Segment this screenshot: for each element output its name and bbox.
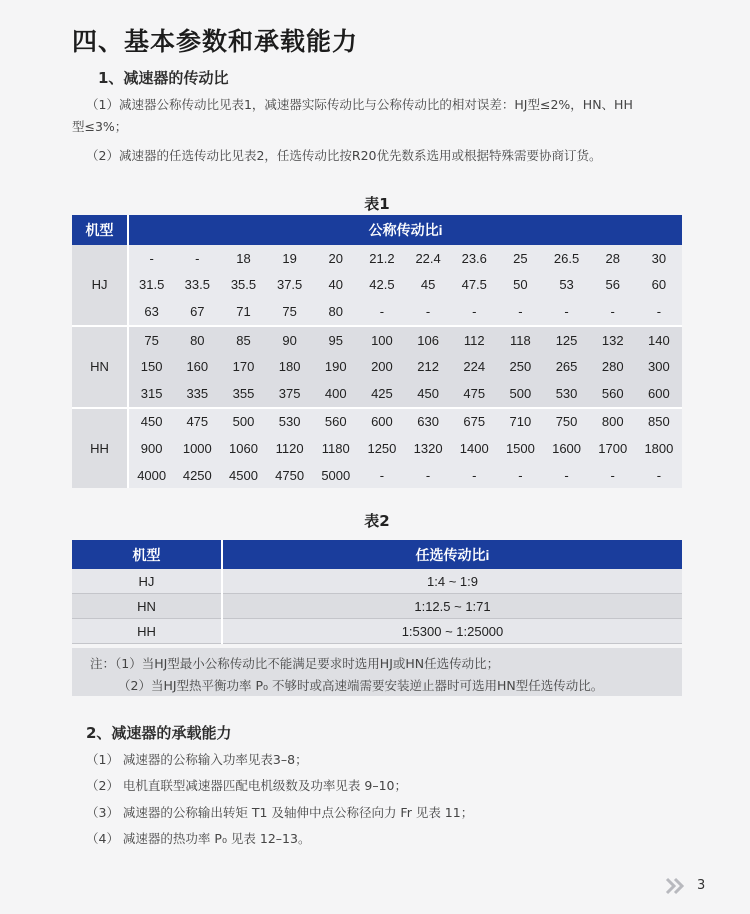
table1-cell: 1060 (220, 435, 266, 462)
table1-cell: 160 (174, 353, 220, 380)
table1 (72, 215, 682, 488)
table1-cell: 1500 (497, 435, 543, 462)
table1-cell: 212 (405, 353, 451, 380)
table1-cell: 200 (359, 353, 405, 380)
table1-cell: 118 (497, 326, 543, 354)
table1-cell: 150 (128, 353, 174, 380)
table1-cell: 21.2 (359, 245, 405, 272)
table2-caption: 表2 (364, 512, 390, 530)
table1-cell: 500 (497, 380, 543, 408)
table2-row (72, 619, 682, 644)
table1-cell: 4750 (267, 462, 313, 489)
table1-cell: 170 (220, 353, 266, 380)
table1-cell: 40 (313, 272, 359, 299)
table2-header-model: 机型 (72, 540, 222, 569)
section1-paragraph-2: （2）减速器的任选传动比见表2，任选传动比按R20优先数系选用或根据特殊需要协商订货。 (86, 148, 602, 163)
table2-row (72, 594, 682, 619)
table1-model-cell: HJ (72, 245, 128, 326)
table1-cell: 180 (267, 353, 313, 380)
table1-header-model: 机型 (72, 215, 128, 245)
table1-cell: 26.5 (543, 245, 589, 272)
table1-cell: 560 (313, 408, 359, 436)
table1-cell: 300 (636, 353, 682, 380)
table1-row (72, 298, 682, 326)
table1-cell: 63 (128, 298, 174, 326)
section2-title: 2、减速器的承载能力 (86, 724, 232, 742)
page-number: 3 (697, 878, 706, 893)
table1-cell: 140 (636, 326, 682, 354)
table1-cell: - (451, 462, 497, 489)
table1-row (72, 353, 682, 380)
table1-cell: 20 (313, 245, 359, 272)
table1-cell: - (359, 298, 405, 326)
table1-cell: 95 (313, 326, 359, 354)
table1-cell: 710 (497, 408, 543, 436)
table1-cell: 30 (636, 245, 682, 272)
section1-paragraph-1b: 型≤3%； (72, 119, 128, 134)
table1-cell: 25 (497, 245, 543, 272)
table1-cell: 530 (543, 380, 589, 408)
table1-cell: 425 (359, 380, 405, 408)
table1-cell: 106 (405, 326, 451, 354)
table1-cell: - (590, 298, 636, 326)
table1-cell: 100 (359, 326, 405, 354)
table1-row (72, 326, 682, 354)
table2-range-cell: 1:5300 ~ 1:25000 (222, 619, 682, 644)
table1-cell: 22.4 (405, 245, 451, 272)
table1-cell: 335 (174, 380, 220, 408)
table1-cell: 375 (267, 380, 313, 408)
double-chevron-right-icon (665, 876, 689, 896)
page-heading: 四、基本参数和承载能力 (72, 27, 359, 56)
table1-row (72, 245, 682, 272)
table1-cell: 28 (590, 245, 636, 272)
table1-cell: 280 (590, 353, 636, 380)
table1-cell: 750 (543, 408, 589, 436)
table1-cell: 190 (313, 353, 359, 380)
table1-cell: 45 (405, 272, 451, 299)
table1-cell: 53 (543, 272, 589, 299)
table1-model-cell: HH (72, 408, 128, 489)
table1-cell: - (497, 298, 543, 326)
table1-cell: 224 (451, 353, 497, 380)
table1-cell: - (590, 462, 636, 489)
table1-model-cell: HN (72, 326, 128, 408)
table1-cell: 560 (590, 380, 636, 408)
table1-cell: 42.5 (359, 272, 405, 299)
table1-cell: 125 (543, 326, 589, 354)
table2-model-cell: HN (72, 594, 222, 619)
table1-caption: 表1 (364, 195, 390, 213)
table1-cell: 530 (267, 408, 313, 436)
table1-cell: - (636, 462, 682, 489)
table1-cell: 475 (174, 408, 220, 436)
table1-cell: 80 (313, 298, 359, 326)
table1-cell: - (405, 462, 451, 489)
table2-header-ratio: 任选传动比i (222, 540, 682, 569)
table1-cell: 132 (590, 326, 636, 354)
table2-model-cell: HJ (72, 569, 222, 594)
table1-row (72, 380, 682, 408)
table1-cell: 630 (405, 408, 451, 436)
table1-cell: 85 (220, 326, 266, 354)
table2-range-cell: 1:4 ~ 1:9 (222, 569, 682, 594)
table1-cell: 60 (636, 272, 682, 299)
table1-cell: 1180 (313, 435, 359, 462)
table1-row (72, 408, 682, 436)
table1-cell: 600 (636, 380, 682, 408)
section1-paragraph-1a: （1）减速器公称传动比见表1，减速器实际传动比与公称传动比的相对误差：HJ型≤2%，HN、HH (86, 97, 633, 112)
section1-title: 1、减速器的传动比 (98, 69, 229, 87)
table1-cell: 1000 (174, 435, 220, 462)
table1-cell: - (543, 298, 589, 326)
table1-cell: 1320 (405, 435, 451, 462)
table1-cell: 475 (451, 380, 497, 408)
section2-item-1: （1） 减速器的公称输入功率见表3–8； (86, 752, 308, 767)
table1-cell: 37.5 (267, 272, 313, 299)
table1-cell: 90 (267, 326, 313, 354)
table1-cell: 1700 (590, 435, 636, 462)
table1-cell: - (636, 298, 682, 326)
table1-cell: 1600 (543, 435, 589, 462)
table1-cell: 47.5 (451, 272, 497, 299)
table1-cell: 50 (497, 272, 543, 299)
table1-cell: 850 (636, 408, 682, 436)
table1-cell: 400 (313, 380, 359, 408)
table1-header-ratio: 公称传动比i (128, 215, 682, 245)
table1-cell: 56 (590, 272, 636, 299)
table1-cell: - (543, 462, 589, 489)
table1-cell: 500 (220, 408, 266, 436)
table1-cell: 4500 (220, 462, 266, 489)
table1-cell: 355 (220, 380, 266, 408)
table2-notes (72, 648, 682, 696)
table1-cell: 1800 (636, 435, 682, 462)
table1-cell: 18 (220, 245, 266, 272)
table1-cell: 900 (128, 435, 174, 462)
table1-cell: 80 (174, 326, 220, 354)
note-1: 注：（1）当HJ型最小公称传动比不能满足要求时选用HJ或HN任选传动比； (90, 656, 500, 671)
section2-item-4: （4） 减速器的热功率 P₀ 见表 12–13。 (86, 831, 311, 846)
table1-cell: - (497, 462, 543, 489)
table1-cell: 33.5 (174, 272, 220, 299)
table1-cell: 23.6 (451, 245, 497, 272)
table1-cell: 1120 (267, 435, 313, 462)
table2-range-cell: 1:12.5 ~ 1:71 (222, 594, 682, 619)
table1-cell: 5000 (313, 462, 359, 489)
section2-item-2: （2） 电机直联型减速器匹配电机级数及功率见表 9–10； (86, 778, 408, 793)
table2-model-cell: HH (72, 619, 222, 644)
table1-cell: 1400 (451, 435, 497, 462)
table1-cell: 450 (128, 408, 174, 436)
table1-cell: 112 (451, 326, 497, 354)
table1-cell: 35.5 (220, 272, 266, 299)
table2 (72, 540, 682, 644)
table1-cell: 450 (405, 380, 451, 408)
table1-cell: - (174, 245, 220, 272)
table1-cell: 31.5 (128, 272, 174, 299)
table2-row (72, 569, 682, 594)
note-2: （2）当HJ型热平衡功率 P₀ 不够时或高速端需要安装逆止器时可选用HN型任选传动比。 (118, 678, 604, 693)
table1-cell: 250 (497, 353, 543, 380)
table1-row (72, 462, 682, 489)
section2-item-3: （3） 减速器的公称输出转矩 T1 及轴伸中点公称径向力 Fr 见表 11； (86, 805, 474, 820)
table1-cell: 71 (220, 298, 266, 326)
table1-cell: 1250 (359, 435, 405, 462)
table1-cell: - (128, 245, 174, 272)
table1-cell: 4250 (174, 462, 220, 489)
table1-cell: 675 (451, 408, 497, 436)
table1-cell: - (451, 298, 497, 326)
table1-cell: - (405, 298, 451, 326)
table1-cell: 75 (267, 298, 313, 326)
table1-cell: 315 (128, 380, 174, 408)
table1-cell: 19 (267, 245, 313, 272)
table1-cell: 800 (590, 408, 636, 436)
table1-row (72, 435, 682, 462)
table1-cell: 600 (359, 408, 405, 436)
table1-cell: 75 (128, 326, 174, 354)
table1-cell: 265 (543, 353, 589, 380)
table1-cell: - (359, 462, 405, 489)
table1-cell: 67 (174, 298, 220, 326)
table1-row (72, 272, 682, 299)
table1-cell: 4000 (128, 462, 174, 489)
